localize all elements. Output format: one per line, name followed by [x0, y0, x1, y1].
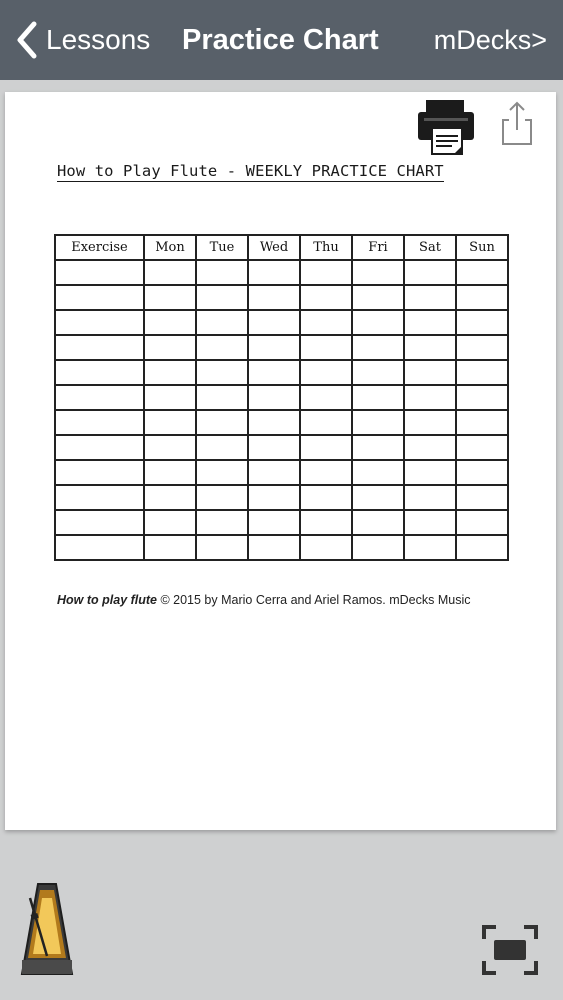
table-cell: [352, 510, 404, 535]
table-row: [55, 335, 508, 360]
table-cell: [55, 360, 144, 385]
column-header-thu: Thu: [300, 235, 352, 260]
table-cell: [144, 335, 196, 360]
table-row: [55, 410, 508, 435]
table-row: [55, 360, 508, 385]
document-title: How to Play Flute - WEEKLY PRACTICE CHART: [57, 162, 444, 180]
table-cell: [144, 410, 196, 435]
table-cell: [300, 510, 352, 535]
copyright-credit: [57, 593, 470, 607]
table-cell: [144, 310, 196, 335]
table-cell: [55, 410, 144, 435]
table-cell: [196, 460, 248, 485]
table-cell: [248, 360, 300, 385]
mdecks-link[interactable]: mDecks>: [433, 25, 547, 55]
table-cell: [144, 435, 196, 460]
table-cell: [248, 510, 300, 535]
table-header-row: [55, 235, 508, 260]
table-cell: [196, 535, 248, 560]
table-cell: [300, 535, 352, 560]
table-cell: [248, 310, 300, 335]
table-cell: [404, 435, 456, 460]
table-cell: [196, 410, 248, 435]
table-cell: [300, 410, 352, 435]
table-cell: [352, 385, 404, 410]
table-cell: [456, 485, 508, 510]
table-cell: [300, 460, 352, 485]
table-cell: [404, 460, 456, 485]
share-icon[interactable]: [500, 100, 534, 146]
table-cell: [196, 485, 248, 510]
table-cell: [196, 360, 248, 385]
table-row: [55, 460, 508, 485]
table-cell: [55, 385, 144, 410]
printer-icon[interactable]: [416, 98, 476, 158]
table-cell: [300, 260, 352, 285]
table-cell: [404, 535, 456, 560]
table-cell: [352, 485, 404, 510]
table-row: [55, 260, 508, 285]
chevron-left-icon: [12, 18, 42, 62]
table-cell: [248, 260, 300, 285]
document-page[interactable]: [5, 92, 556, 830]
table-cell: [456, 410, 508, 435]
back-button-label: Lessons: [46, 24, 151, 55]
table-cell: [196, 385, 248, 410]
table-cell: [300, 385, 352, 410]
table-cell: [404, 360, 456, 385]
table-cell: [196, 435, 248, 460]
table-cell: [456, 260, 508, 285]
practice-chart-table: [54, 234, 509, 561]
table-cell: [456, 435, 508, 460]
table-cell: [456, 535, 508, 560]
table-cell: [300, 285, 352, 310]
table-row: [55, 485, 508, 510]
table-cell: [55, 460, 144, 485]
table-cell: [144, 460, 196, 485]
table-cell: [248, 285, 300, 310]
table-cell: [456, 310, 508, 335]
table-cell: [55, 535, 144, 560]
table-cell: [55, 510, 144, 535]
table-cell: [248, 385, 300, 410]
table-cell: [196, 310, 248, 335]
practice-chart-body: [55, 260, 508, 560]
table-cell: [352, 310, 404, 335]
table-cell: [248, 335, 300, 360]
fullscreen-icon[interactable]: [482, 925, 538, 975]
table-cell: [300, 310, 352, 335]
table-cell: [352, 460, 404, 485]
column-header-tue: Tue: [196, 235, 248, 260]
back-button[interactable]: [12, 18, 150, 62]
table-cell: [55, 335, 144, 360]
table-cell: [456, 385, 508, 410]
table-cell: [196, 510, 248, 535]
table-row: [55, 435, 508, 460]
table-cell: [144, 510, 196, 535]
table-cell: [352, 360, 404, 385]
column-header-sun: Sun: [456, 235, 508, 260]
table-cell: [456, 510, 508, 535]
table-cell: [404, 485, 456, 510]
table-cell: [352, 260, 404, 285]
navigation-bar: [0, 0, 563, 80]
table-cell: [352, 435, 404, 460]
table-cell: [300, 335, 352, 360]
table-cell: [248, 535, 300, 560]
table-row: [55, 535, 508, 560]
table-cell: [300, 485, 352, 510]
table-cell: [404, 285, 456, 310]
table-cell: [55, 435, 144, 460]
table-cell: [196, 335, 248, 360]
table-cell: [404, 335, 456, 360]
table-cell: [144, 385, 196, 410]
column-header-fri: Fri: [352, 235, 404, 260]
table-cell: [352, 410, 404, 435]
column-header-wed: Wed: [248, 235, 300, 260]
table-cell: [248, 435, 300, 460]
table-cell: [144, 260, 196, 285]
table-row: [55, 510, 508, 535]
table-cell: [404, 385, 456, 410]
credit-book-title: How to play flute: [57, 593, 157, 607]
table-cell: [404, 260, 456, 285]
table-cell: [352, 535, 404, 560]
table-cell: [404, 510, 456, 535]
table-cell: [456, 460, 508, 485]
table-cell: [144, 535, 196, 560]
table-cell: [456, 285, 508, 310]
table-row: [55, 285, 508, 310]
table-row: [55, 385, 508, 410]
table-cell: [300, 435, 352, 460]
column-header-mon: Mon: [144, 235, 196, 260]
table-cell: [456, 360, 508, 385]
column-header-exercise: Exercise: [55, 235, 144, 260]
table-cell: [352, 285, 404, 310]
table-cell: [55, 485, 144, 510]
table-cell: [248, 460, 300, 485]
table-cell: [196, 285, 248, 310]
table-cell: [456, 335, 508, 360]
table-cell: [404, 310, 456, 335]
table-cell: [404, 410, 456, 435]
table-cell: [55, 285, 144, 310]
table-cell: [144, 360, 196, 385]
table-cell: [55, 310, 144, 335]
table-cell: [300, 360, 352, 385]
table-cell: [196, 260, 248, 285]
table-cell: [352, 335, 404, 360]
table-row: [55, 310, 508, 335]
table-cell: [248, 485, 300, 510]
page-title: Practice Chart: [182, 24, 379, 56]
column-header-sat: Sat: [404, 235, 456, 260]
table-cell: [248, 410, 300, 435]
metronome-icon[interactable]: [18, 880, 76, 978]
table-cell: [55, 260, 144, 285]
credit-text: © 2015 by Mario Cerra and Ariel Ramos. mDecks Music: [157, 593, 471, 607]
table-cell: [144, 285, 196, 310]
table-cell: [144, 485, 196, 510]
